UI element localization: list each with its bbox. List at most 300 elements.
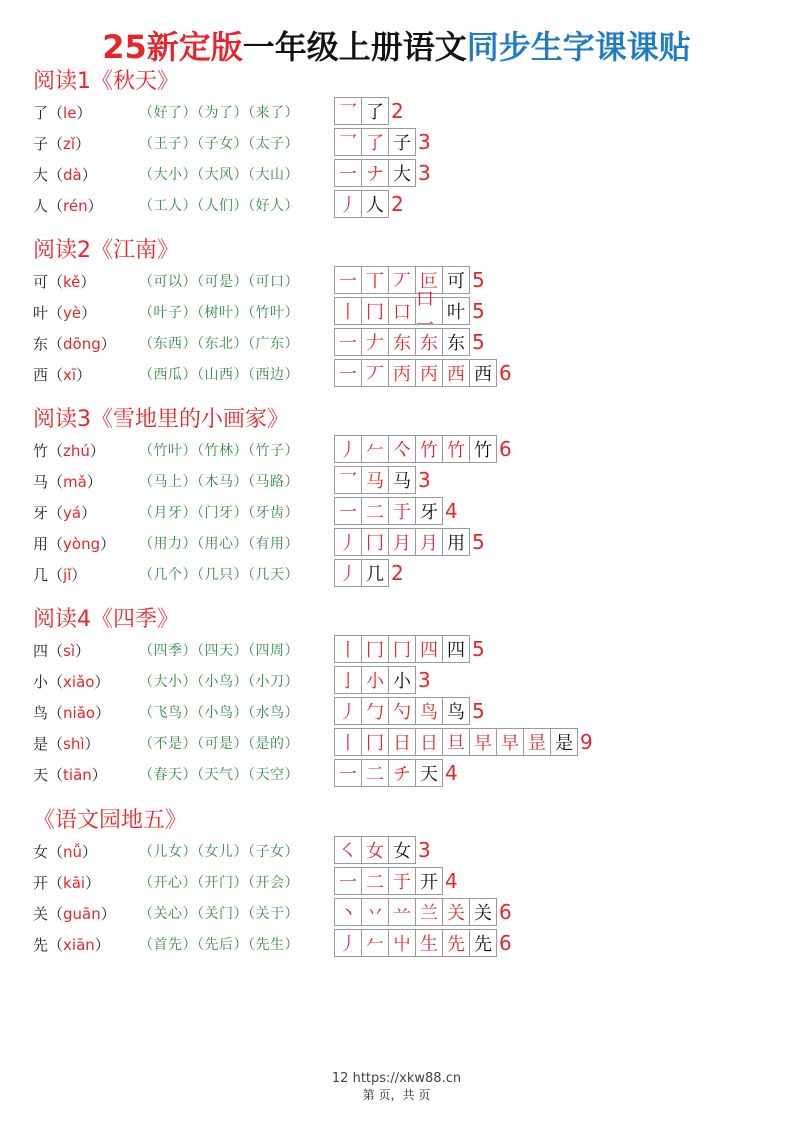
word-paren-open: （ [139, 474, 154, 490]
word-paren-open: （ [139, 844, 154, 860]
stroke-cell: 牙 [415, 497, 443, 525]
stroke-count: 4 [445, 499, 458, 523]
word-paren-close: ） [233, 937, 248, 953]
word-paren-close: ） [182, 305, 197, 321]
stroke-count: 3 [418, 130, 431, 154]
paren-open: （ [48, 166, 64, 184]
word: 开心 [153, 875, 183, 891]
word-paren-open: （ [248, 367, 256, 383]
word-list [139, 872, 299, 892]
pinyin: nǚ [63, 843, 83, 861]
character-entry [33, 533, 115, 554]
word-list [139, 903, 299, 923]
word-paren-open: （ [197, 105, 205, 121]
paren-open: （ [48, 473, 64, 491]
word-list [139, 333, 299, 353]
pinyin: dà [63, 166, 82, 184]
paren-open: （ [48, 197, 64, 215]
character: 几 [33, 566, 49, 584]
word-paren-close: ） [182, 705, 197, 721]
character-row [0, 898, 793, 928]
character: 是 [33, 735, 49, 753]
stroke-count: 2 [391, 192, 404, 216]
paren-close: ） [89, 442, 105, 460]
word-paren-close: ） [284, 567, 299, 583]
word: 不是 [153, 736, 183, 752]
section-title: 《语文园地五》 [33, 808, 188, 833]
word-paren-open: （ [197, 674, 205, 690]
word: 人们 [204, 198, 234, 214]
word-paren-close: ） [284, 105, 299, 121]
character-entry [33, 102, 91, 123]
word-paren-open: （ [197, 198, 205, 214]
character: 四 [33, 642, 49, 660]
stroke-cell: 昰 [523, 728, 551, 756]
character-row [0, 759, 793, 789]
stroke-count: 6 [499, 437, 512, 461]
word-paren-close: ） [182, 875, 197, 891]
stroke-cell: 䒑 [388, 898, 416, 926]
word-paren-close: ） [284, 674, 299, 690]
word-paren-open: （ [248, 105, 256, 121]
stroke-cell: 鸟 [442, 697, 470, 725]
word-paren-close: ） [233, 844, 248, 860]
word-paren-open: （ [139, 305, 154, 321]
paren-open: （ [48, 442, 64, 460]
character-entry [33, 440, 105, 461]
word-paren-close: ） [182, 674, 197, 690]
pinyin: yá [63, 504, 82, 522]
word: 竹子 [255, 443, 285, 459]
word-paren-close: ） [182, 536, 197, 552]
word-paren-open: （ [139, 767, 154, 783]
title-part-3: 同步生字课课贴 [466, 28, 691, 66]
word: 几天 [255, 567, 285, 583]
word-paren-close: ） [233, 567, 248, 583]
character-row [0, 697, 793, 727]
character: 用 [33, 535, 49, 553]
stroke-cell: 关 [442, 898, 470, 926]
pinyin: kāi [63, 874, 86, 892]
word: 牙齿 [255, 505, 285, 521]
word: 西边 [255, 367, 285, 383]
word: 开会 [255, 875, 285, 891]
stroke-order-grid [334, 728, 593, 755]
stroke-cell: 叶 [442, 297, 470, 325]
word-paren-close: ） [182, 105, 197, 121]
stroke-cell: 女 [388, 836, 416, 864]
stroke-order-grid [334, 435, 512, 462]
word-paren-open: （ [248, 443, 256, 459]
word: 先后 [204, 937, 234, 953]
word-paren-open: （ [248, 736, 256, 752]
character-entry [33, 195, 103, 216]
character-row [0, 728, 793, 758]
character-row [0, 159, 793, 189]
word: 四天 [204, 643, 234, 659]
word-paren-open: （ [139, 367, 154, 383]
word-paren-open: （ [197, 736, 205, 752]
stroke-cell: 勺 [388, 697, 416, 725]
word: 有用 [255, 536, 285, 552]
character: 竹 [33, 442, 49, 460]
character-entry [33, 764, 107, 785]
character: 叶 [33, 304, 49, 322]
word-paren-open: （ [248, 274, 256, 290]
word-paren-close: ） [182, 767, 197, 783]
stroke-count: 3 [418, 468, 431, 492]
word: 天空 [255, 767, 285, 783]
stroke-cell: 日 [415, 728, 443, 756]
word-paren-close: ） [182, 336, 197, 352]
stroke-cell: 丅 [361, 266, 389, 294]
word: 天气 [204, 767, 234, 783]
word-paren-open: （ [139, 567, 154, 583]
pinyin: sì [63, 642, 76, 660]
stroke-cell: 冂 [361, 297, 389, 325]
stroke-cell: 勹 [361, 697, 389, 725]
character-entry [33, 271, 95, 292]
stroke-cell: 生 [415, 929, 443, 957]
word-paren-close: ） [233, 705, 248, 721]
character-entry [33, 302, 96, 323]
word-paren-close: ） [182, 136, 197, 152]
word-paren-close: ） [182, 274, 197, 290]
stroke-order-grid [334, 867, 458, 894]
character-entry [33, 564, 86, 585]
paren-open: （ [48, 642, 64, 660]
stroke-order-grid [334, 528, 485, 555]
word-list [139, 564, 299, 584]
word-paren-close: ） [182, 567, 197, 583]
stroke-cell: 早 [469, 728, 497, 756]
word: 可是 [204, 736, 234, 752]
paren-close: ） [91, 766, 107, 784]
word-list [139, 841, 299, 861]
paren-close: ） [71, 566, 87, 584]
character-row [0, 190, 793, 220]
stroke-cell: 小 [388, 666, 416, 694]
pinyin: kě [63, 273, 81, 291]
word: 竹叶 [153, 443, 183, 459]
stroke-cell: 口一 [415, 297, 443, 325]
word-paren-open: （ [197, 536, 205, 552]
word-paren-close: ） [284, 136, 299, 152]
stroke-cell: 马 [388, 466, 416, 494]
section-title: 阅读3《雪地里的小画家》 [33, 407, 289, 432]
word-paren-close: ） [233, 674, 248, 690]
word: 关门 [204, 906, 234, 922]
stroke-cell: 早 [496, 728, 524, 756]
character-row [0, 666, 793, 696]
word: 子女 [255, 844, 285, 860]
word: 可口 [255, 274, 285, 290]
stroke-count: 5 [472, 299, 485, 323]
character-entry [33, 934, 110, 955]
character: 开 [33, 874, 49, 892]
word: 水鸟 [255, 705, 285, 721]
stroke-cell: 兰 [415, 898, 443, 926]
word-paren-open: （ [248, 136, 256, 152]
word-list [139, 302, 299, 322]
pinyin: xiān [63, 936, 95, 954]
stroke-cell: 大 [388, 159, 416, 187]
word-paren-close: ） [233, 906, 248, 922]
word: 首先 [153, 937, 183, 953]
character-entry [33, 502, 96, 523]
stroke-cell: 冂 [361, 635, 389, 663]
stroke-cell: 四 [415, 635, 443, 663]
word-paren-close: ） [284, 906, 299, 922]
stroke-cell: 二 [361, 867, 389, 895]
word-paren-open: （ [248, 198, 256, 214]
stroke-cell: 屮 [388, 929, 416, 957]
paren-close: ） [76, 366, 92, 384]
word-paren-open: （ [139, 875, 154, 891]
character-entry [33, 640, 90, 661]
word: 王子 [153, 136, 183, 152]
character-entry [33, 471, 102, 492]
word-paren-close: ） [233, 767, 248, 783]
word-paren-open: （ [139, 674, 154, 690]
word: 小鸟 [204, 705, 234, 721]
paren-close: ） [81, 304, 97, 322]
stroke-order-grid [334, 128, 431, 155]
paren-close: ） [80, 273, 96, 291]
stroke-order-grid [334, 836, 431, 863]
stroke-order-grid [334, 666, 431, 693]
stroke-cell: チ [388, 759, 416, 787]
word-paren-open: （ [248, 674, 256, 690]
character-row [0, 497, 793, 527]
word-paren-open: （ [139, 274, 154, 290]
stroke-cell: ナ [361, 159, 389, 187]
word: 东北 [204, 336, 234, 352]
pinyin: xiǎo [63, 673, 95, 691]
stroke-cell: 竹 [415, 435, 443, 463]
stroke-cell: 鸟 [415, 697, 443, 725]
stroke-cell: 几 [361, 559, 389, 587]
word: 好了 [153, 105, 183, 121]
word-paren-close: ） [233, 136, 248, 152]
word-paren-close: ） [284, 474, 299, 490]
stroke-count: 5 [472, 268, 485, 292]
stroke-count: 5 [472, 530, 485, 554]
stroke-count: 4 [445, 869, 458, 893]
word: 开门 [204, 875, 234, 891]
word: 先生 [255, 937, 285, 953]
word: 大小 [153, 674, 183, 690]
stroke-cell: 冂 [388, 635, 416, 663]
word-paren-open: （ [139, 443, 154, 459]
word: 树叶 [204, 305, 234, 321]
stroke-order-grid [334, 898, 512, 925]
word-list [139, 733, 299, 753]
paren-close: ） [81, 166, 97, 184]
stroke-order-grid [334, 190, 404, 217]
word: 月牙 [153, 505, 183, 521]
word-paren-close: ） [284, 505, 299, 521]
stroke-cell: 一 [334, 328, 362, 356]
pinyin: zhú [63, 442, 90, 460]
paren-close: ） [87, 197, 103, 215]
word: 可以 [153, 274, 183, 290]
word-paren-open: （ [197, 705, 205, 721]
stroke-cell: 是 [550, 728, 578, 756]
paren-close: ） [75, 642, 91, 660]
word: 门牙 [204, 505, 234, 521]
character-row [0, 466, 793, 496]
word-paren-close: ） [233, 536, 248, 552]
word-paren-close: ） [284, 844, 299, 860]
stroke-cell: 冂 [361, 728, 389, 756]
stroke-count: 9 [580, 730, 593, 754]
title-part-2: 一年级上册语文 [242, 28, 467, 66]
stroke-cell: 丙 [388, 359, 416, 387]
word-paren-open: （ [197, 336, 205, 352]
paren-open: （ [48, 735, 64, 753]
word-paren-close: ） [233, 198, 248, 214]
word-paren-open: （ [197, 274, 205, 290]
stroke-cell: 乛 [334, 97, 362, 125]
character: 先 [33, 936, 49, 954]
stroke-cell: 一 [334, 359, 362, 387]
word-paren-close: ） [233, 367, 248, 383]
stroke-cell: 一 [334, 497, 362, 525]
stroke-cell: 东 [388, 328, 416, 356]
stroke-cell: 𠂉 [361, 929, 389, 957]
stroke-order-grid [334, 635, 485, 662]
word-paren-open: （ [248, 643, 256, 659]
paren-close: ） [82, 843, 98, 861]
word-paren-close: ） [284, 767, 299, 783]
stroke-cell: 天 [415, 759, 443, 787]
stroke-order-grid [334, 159, 431, 186]
character-row [0, 97, 793, 127]
stroke-cell: 丿 [334, 929, 362, 957]
word-paren-open: （ [197, 906, 205, 922]
word-paren-close: ） [182, 367, 197, 383]
character-entry [33, 903, 116, 924]
paren-open: （ [48, 273, 64, 291]
word: 大小 [153, 167, 183, 183]
stroke-cell: 亅 [334, 666, 362, 694]
character: 了 [33, 104, 49, 122]
word: 小鸟 [204, 674, 234, 690]
stroke-order-grid [334, 759, 458, 786]
word-paren-open: （ [139, 505, 154, 521]
word-paren-close: ） [284, 367, 299, 383]
stroke-count: 6 [499, 361, 512, 385]
stroke-cell: 用 [442, 528, 470, 556]
word: 东西 [153, 336, 183, 352]
stroke-cell: 马 [361, 466, 389, 494]
word-paren-open: （ [139, 198, 154, 214]
stroke-order-grid [334, 266, 485, 293]
word-paren-open: （ [197, 875, 205, 891]
word-paren-open: （ [248, 167, 256, 183]
stroke-cell: 日 [388, 728, 416, 756]
word: 山西 [204, 367, 234, 383]
word: 竹叶 [255, 305, 285, 321]
character-entry [33, 702, 110, 723]
stroke-cell: 开 [415, 867, 443, 895]
word-paren-open: （ [197, 767, 205, 783]
pinyin: niǎo [63, 704, 96, 722]
character-row [0, 328, 793, 358]
word: 来了 [255, 105, 285, 121]
stroke-cell: 丨 [334, 728, 362, 756]
pinyin: xī [63, 366, 77, 384]
character-entry [33, 872, 100, 893]
stroke-cell: 四 [442, 635, 470, 663]
word-paren-close: ） [284, 305, 299, 321]
word-list [139, 764, 299, 784]
paren-open: （ [48, 673, 64, 691]
stroke-cell: 竹 [442, 435, 470, 463]
word-paren-close: ） [284, 274, 299, 290]
pinyin: shì [63, 735, 85, 753]
stroke-count: 6 [499, 931, 512, 955]
word-paren-open: （ [248, 336, 256, 352]
word-paren-open: （ [197, 474, 205, 490]
word: 木马 [204, 474, 234, 490]
word-paren-close: ） [233, 505, 248, 521]
character-entry [33, 671, 109, 692]
paren-open: （ [48, 905, 64, 923]
stroke-cell: 于 [388, 867, 416, 895]
word-paren-open: （ [139, 937, 154, 953]
word-paren-open: （ [139, 136, 154, 152]
pinyin: mǎ [63, 473, 87, 491]
stroke-cell: 二 [361, 759, 389, 787]
word-paren-open: （ [197, 167, 205, 183]
pinyin: guān [63, 905, 101, 923]
paren-open: （ [48, 535, 64, 553]
word-paren-close: ） [233, 105, 248, 121]
stroke-cell: 一 [334, 159, 362, 187]
stroke-cell: 乛 [334, 128, 362, 156]
word: 工人 [153, 198, 183, 214]
stroke-cell: 乛 [334, 466, 362, 494]
pinyin: zǐ [63, 135, 76, 153]
paren-close: ） [100, 335, 116, 353]
paren-open: （ [48, 135, 64, 153]
character-row [0, 836, 793, 866]
word-paren-open: （ [248, 767, 256, 783]
word: 大山 [255, 167, 285, 183]
word-paren-close: ） [182, 844, 197, 860]
character: 天 [33, 766, 49, 784]
character-row [0, 128, 793, 158]
word: 几只 [204, 567, 234, 583]
word: 四季 [153, 643, 183, 659]
character: 东 [33, 335, 49, 353]
word-list [139, 934, 299, 954]
paren-open: （ [48, 843, 64, 861]
word-paren-open: （ [197, 505, 205, 521]
paren-close: ） [94, 673, 110, 691]
stroke-cell: 竹 [469, 435, 497, 463]
stroke-cell: 丿 [334, 190, 362, 218]
stroke-cell: 冂 [361, 528, 389, 556]
word-paren-open: （ [139, 167, 154, 183]
stroke-cell: 了 [361, 128, 389, 156]
word-list [139, 364, 299, 384]
paren-open: （ [48, 766, 64, 784]
word-paren-close: ） [182, 643, 197, 659]
paren-close: ） [85, 874, 101, 892]
